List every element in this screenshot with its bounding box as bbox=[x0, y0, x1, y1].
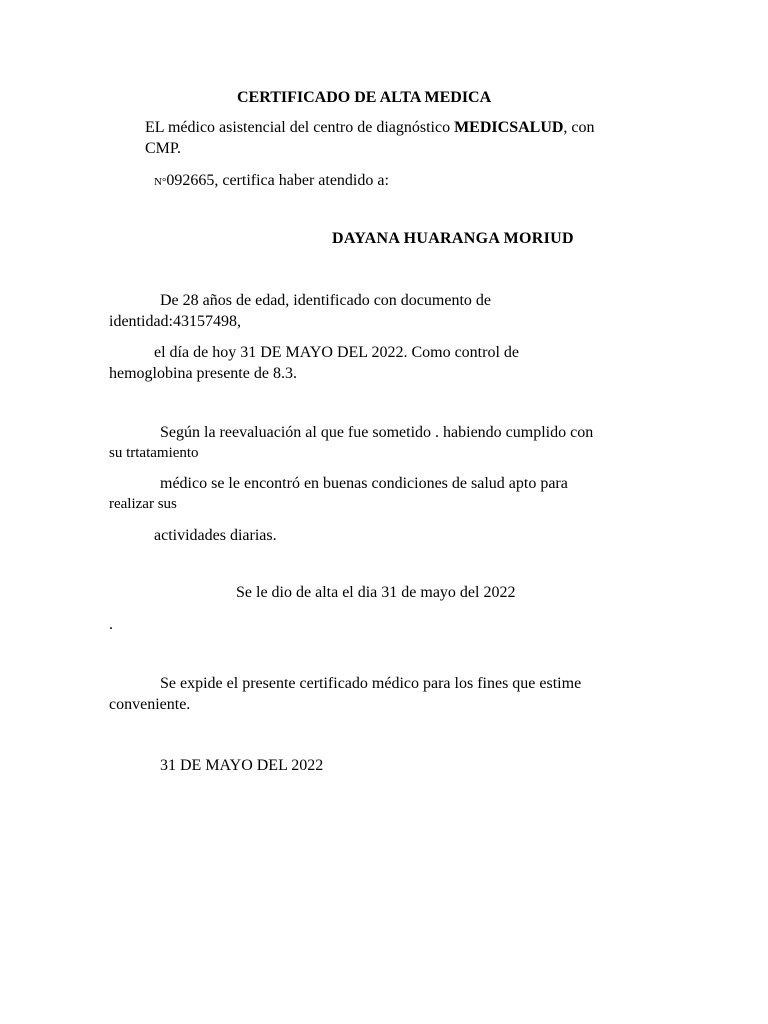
activities-line: actividades diarias. bbox=[154, 527, 277, 544]
center-name: MEDICSALUD bbox=[454, 119, 564, 136]
discharge-line: Se le dio de alta el dia 31 de mayo del 2022 bbox=[236, 584, 516, 601]
cmp-number-line bbox=[154, 170, 389, 193]
number-mark: N° bbox=[154, 176, 167, 188]
stray-dot: . bbox=[109, 616, 113, 633]
intro-suffix: , con bbox=[563, 119, 595, 136]
number-text: 092665, certifica haber atendido a: bbox=[166, 172, 389, 189]
intro-prefix: EL médico asistencial del centro de diagnóstico bbox=[145, 119, 455, 136]
issue-line-1: Se expide el presente certificado médico para los fines que estime bbox=[160, 675, 582, 692]
condition-line-2: realizar sus bbox=[109, 496, 177, 512]
age-line-1: De 28 años de edad, identificado con documento de bbox=[160, 292, 491, 309]
evaluation-line-1: Según la reevaluación al que fue sometido . habiendo cumplido con bbox=[160, 424, 594, 441]
intro-line-1 bbox=[145, 117, 595, 138]
issue-date: 31 DE MAYO DEL 2022 bbox=[160, 757, 324, 774]
visit-line-2: hemoglobina presente de 8.3. bbox=[109, 365, 297, 382]
certificate-title: CERTIFICADO DE ALTA MEDICA bbox=[237, 89, 492, 106]
intro-line-2: CMP. bbox=[145, 140, 182, 157]
patient-name: DAYANA HUARANGA MORIUD bbox=[332, 230, 574, 247]
visit-line-1: el día de hoy 31 DE MAYO DEL 2022. Como control de bbox=[154, 344, 519, 361]
age-line-2: identidad:43157498, bbox=[109, 313, 241, 330]
issue-line-2: conveniente. bbox=[109, 696, 191, 713]
condition-line-1: médico se le encontró en buenas condiciones de salud apto para bbox=[160, 475, 568, 492]
evaluation-line-2: su trtatamiento bbox=[109, 445, 199, 461]
